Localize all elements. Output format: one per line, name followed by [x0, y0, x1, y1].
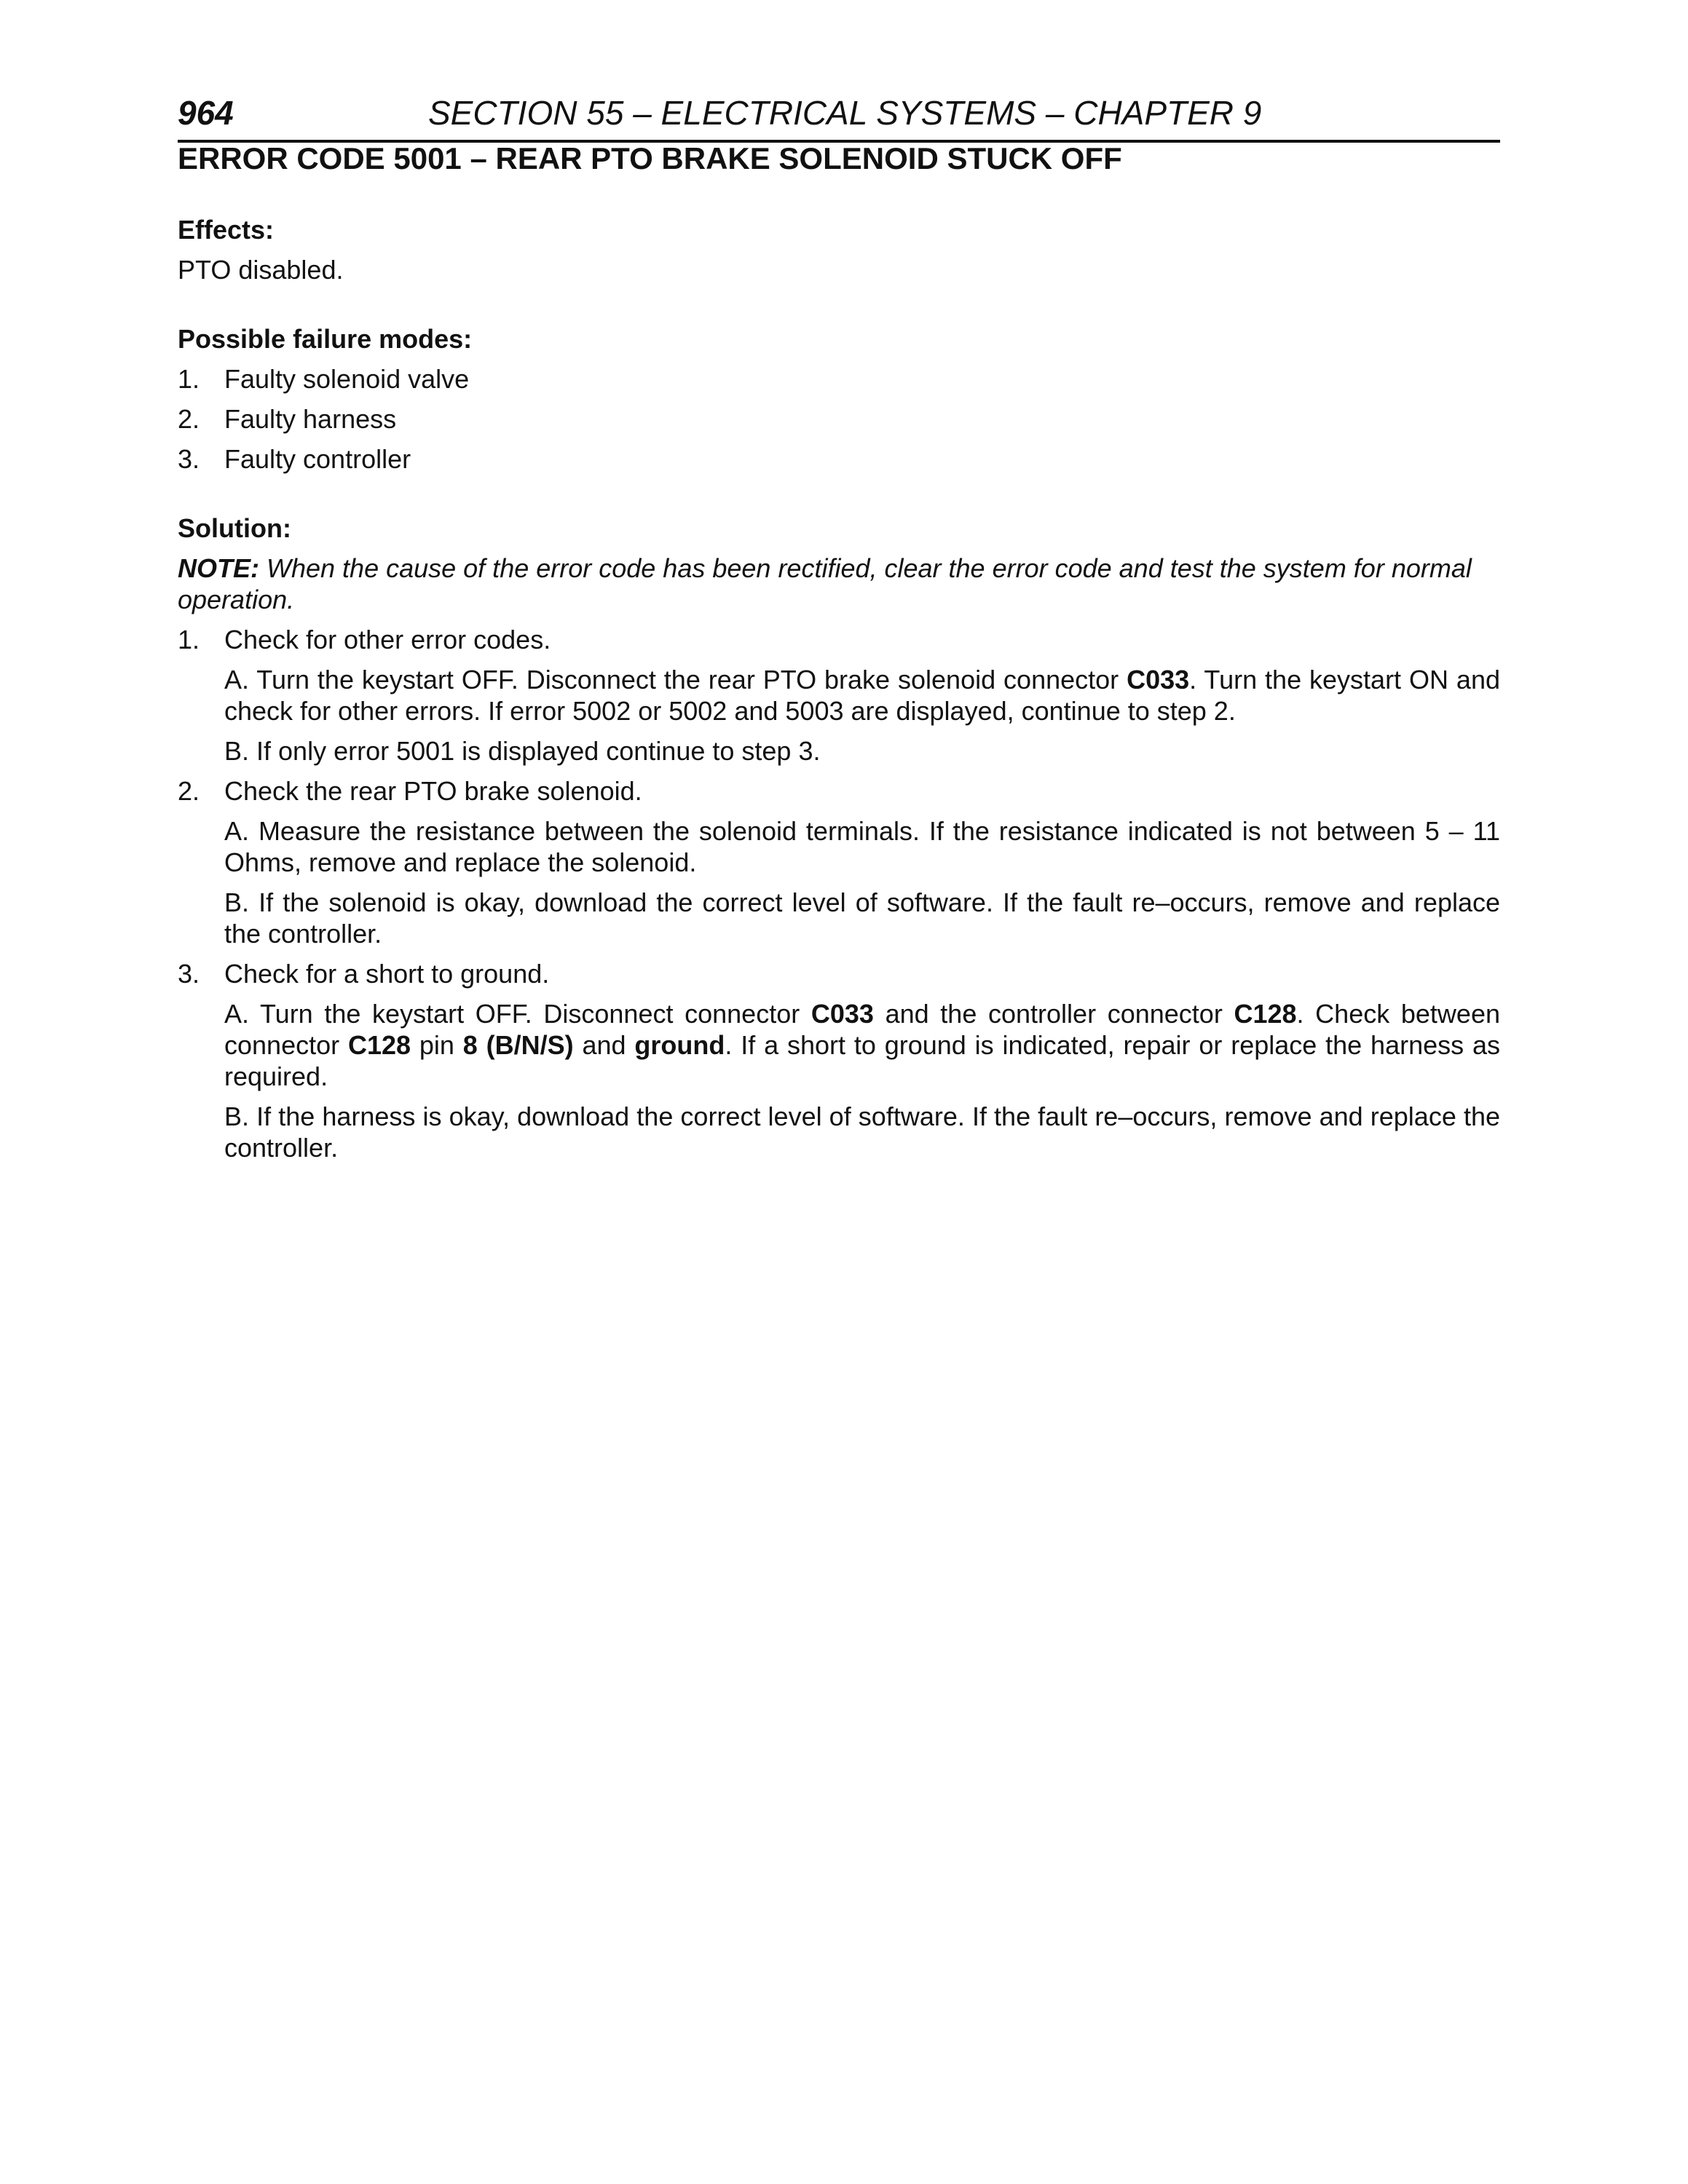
list-item: [178, 403, 1500, 435]
substep-text: B. If the harness is okay, download the correct level of software. If the fault re–occurs, remove and replace the controller.: [224, 1101, 1500, 1163]
substep-text: A. Turn the keystart OFF. Disconnect connector: [224, 999, 811, 1029]
page-number: 964: [178, 94, 234, 132]
list-number: 3.: [178, 444, 200, 474]
step-text: Check the rear PTO brake solenoid.: [224, 776, 642, 806]
substep: [224, 735, 1500, 767]
step-number: 2.: [178, 776, 200, 806]
substep-text: pin: [411, 1030, 463, 1060]
solution-section: [178, 513, 1500, 1163]
substep-text: . Turn the keystart ON and check for other errors. If error 5002 or 5002 and 5003 are displayed, continue to step 2.: [224, 665, 1500, 726]
solution-step: [178, 775, 1500, 949]
connector-label: C128: [1234, 999, 1297, 1029]
list-text: Faulty controller: [224, 444, 411, 474]
list-item: [178, 363, 1500, 395]
failure-modes-heading: Possible failure modes:: [178, 324, 473, 354]
list-item: [178, 443, 1500, 475]
substep-text: . If a short to ground is indicated, repair or replace the harness as required.: [224, 1030, 1501, 1091]
note-label: NOTE:: [178, 553, 259, 583]
content-body: [178, 214, 1500, 1172]
effects-heading: Effects:: [178, 215, 275, 245]
solution-step: [178, 624, 1500, 767]
step-text: Check for a short to ground.: [224, 959, 550, 989]
substep-text: B. If the solenoid is okay, download the correct level of software. If the fault re–occurs, remove and replace the controller.: [224, 887, 1500, 949]
effects-section: [178, 214, 1500, 285]
step-number: 1.: [178, 625, 200, 654]
step-line: [178, 624, 1500, 655]
substep-text: . Check between connector: [224, 999, 1500, 1060]
substep-text: A. Turn the keystart OFF. Disconnect the rear PTO brake solenoid connector: [224, 665, 1127, 695]
substep: [224, 887, 1500, 949]
effects-text: PTO disabled.: [178, 255, 344, 285]
substep: [224, 815, 1500, 878]
substep: [224, 1101, 1500, 1163]
substep-text: B. If only error 5001 is displayed continue to step 3.: [224, 736, 821, 766]
error-code-title: ERROR CODE 5001 – REAR PTO BRAKE SOLENOID STUCK OFF: [178, 141, 1122, 175]
note: [178, 553, 1500, 615]
section-title: SECTION 55 – ELECTRICAL SYSTEMS – CHAPTER 9: [428, 94, 1262, 132]
list-number: 1.: [178, 364, 200, 394]
pin-label: 8 (B/N/S): [462, 1030, 574, 1060]
list-text: Faulty harness: [224, 404, 397, 434]
substep: [224, 998, 1500, 1092]
failure-modes-section: [178, 323, 1500, 475]
note-text: When the cause of the error code has been rectified, clear the error code and test the system for normal operation.: [178, 553, 1472, 614]
solution-step: [178, 958, 1500, 1163]
step-number: 3.: [178, 959, 200, 989]
step-line: [178, 775, 1500, 807]
connector-label: C033: [1127, 665, 1190, 695]
connector-label: C128: [347, 1030, 411, 1060]
page-header: [178, 89, 1500, 143]
substep-text: A. Measure the resistance between the solenoid terminals. If the resistance indicated is not between 5 – 11 Ohms, remove and replace the solenoid.: [224, 816, 1500, 877]
substep-text: and: [573, 1030, 635, 1060]
list-text: Faulty solenoid valve: [224, 364, 470, 394]
step-line: [178, 958, 1500, 989]
solution-heading: Solution:: [178, 513, 291, 543]
ground-label: ground: [634, 1030, 725, 1060]
list-number: 2.: [178, 404, 200, 434]
step-text: Check for other error codes.: [224, 625, 551, 654]
connector-label: C033: [811, 999, 874, 1029]
substep-text: and the controller connector: [873, 999, 1234, 1029]
substep: [224, 664, 1500, 727]
